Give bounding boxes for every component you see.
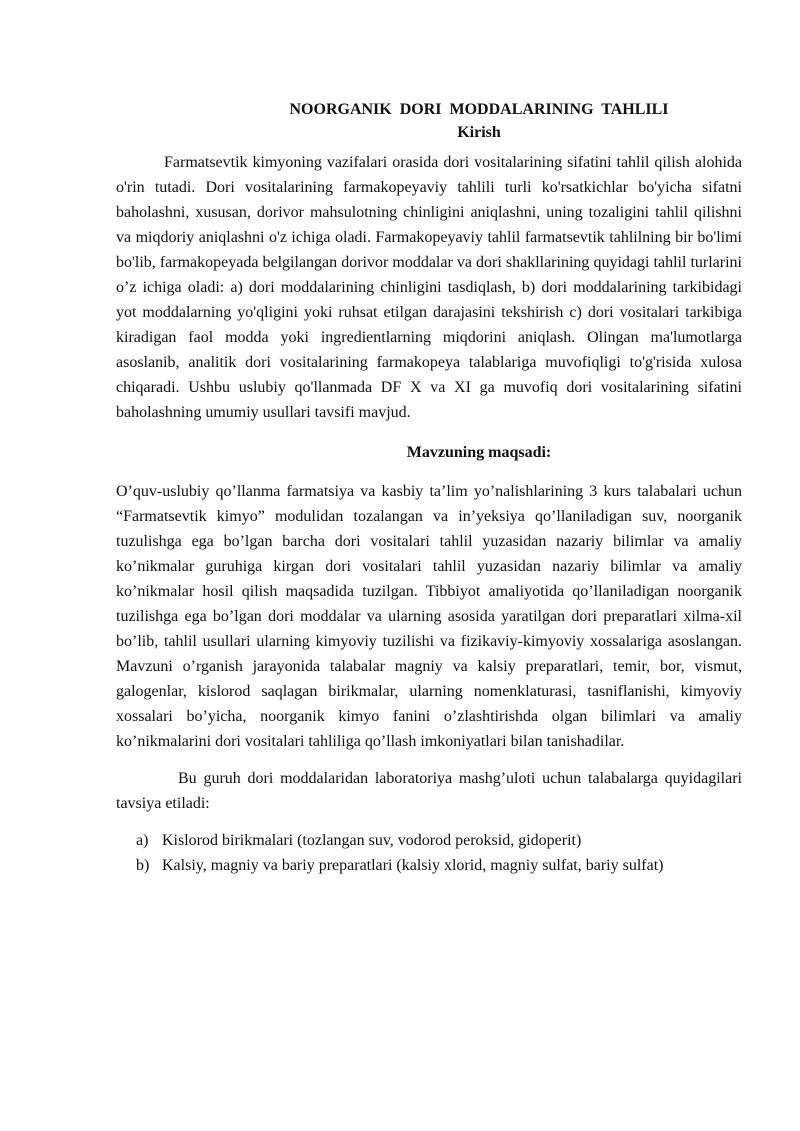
goal-paragraph: O’quv-uslubiy qo’llanma farmatsiya va kasbiy ta’lim yo’nalishlarining 3 kurs talabalari uchun “Farmatsevtik kimyo” modulidan tozalangan va in’yeksiya qo’llaniladigan suv, noorganik tuzulishga ega bo’lgan barcha dori vositalari tahlil yuzasidan nazariy bilimlar va amaliy ko’nikmalar guruhiga kirgan dori vositalari tahlil yuzasidan nazariy bilimlar va amaliy ko’nikmalar hosil qilish maqsadida tuzilgan. Tibbiyot amaliyotida qo’llaniladigan noorganik tuzilishga ega bo’lgan dori moddalar va ularning asosida yaratilgan dori preparatlari xilma-xil bo’lib, tahlil usullari ularning kimyoviy tuzilishi va fizikaviy-kimyoviy xossalariga asoslangan. Mavzuni o’rganish jarayonida talabalar magniy va kalsiy preparatlari, temir, bor, vismut, galogenlar, kislorod saqlagan birikmalar, ularning nomenklaturasi, tasniflanishi, kimyoviy xossalari bo’yicha, noorganik kimyo fanini o’zlashtirishda olgan bilimlari va amaliy ko’nikmalarini dori vositalari tahliliga qo’llash imkoniyatlari bilan tanishadilar. [116, 483, 742, 750]
list-item-text: Kislorod birikmalari (tozlangan suv, vodorod peroksid, gidoperit) [162, 832, 582, 849]
document-subtitle: Kirish [457, 124, 501, 141]
document-page [116, 98, 742, 878]
document-title: NOORGANIK DORI MODDALARINING TAHLILI [289, 101, 669, 118]
list-item [116, 828, 742, 853]
intro-paragraph: Farmatsevtik kimyoning vazifalari orasida dori vositalarining sifatini tahlil qilish alohida o'rin tutadi. Dori vositalarining farmakopeyaviy tahlili turli ko'rsatkichlar bo'yicha sifatni baholashni, xususan, dorivor mahsulotning chinligini aniqlashni, uning tozaligini tahlil qilishni va miqdoriy aniqlashni o'z ichiga oladi. Farmakopeyaviy tahlil farmatsevtik tahlilning bir bo'limi bo'lib, farmakopeyada belgilangan dorivor moddalar va dori shakllarining quyidagi tahlil turlarini o’z ichiga oladi: a) dori moddalarining chinligini tasdiqlash, b) dori moddalarining tarkibidagi yot moddalarning yo'qligini yoki ruhsat etilgan darajasini tekshirish c) dori vositalari tarkibiga kiradigan faol modda yoki ingredientlarning miqdorini aniqlash. Olingan ma'lumotlarga asoslanib, analitik dori vositalarining farmakopeya talablariga muvofiqligi to'g'risida xulosa chiqaradi. Ushbu uslubiy qo'llanmada DF X va XI ga muvofiq dori vositalarining sifatini baholashning umumiy usullari tavsifi mavjud. [116, 154, 742, 421]
list-item [116, 853, 742, 878]
lab-list [116, 828, 742, 878]
goal-heading: Mavzuning maqsadi: [406, 444, 552, 461]
list-item-text: Kalsiy, magniy va bariy preparatlari (kalsiy xlorid, magniy sulfat, bariy sulfat) [162, 857, 664, 874]
list-item-marker: a) [136, 832, 149, 849]
list-item-marker: b) [136, 857, 150, 874]
lab-paragraph: Bu guruh dori moddalaridan laboratoriya mashg’uloti uchun talabalarga quyidagilari tavsiya etiladi: [116, 770, 742, 812]
